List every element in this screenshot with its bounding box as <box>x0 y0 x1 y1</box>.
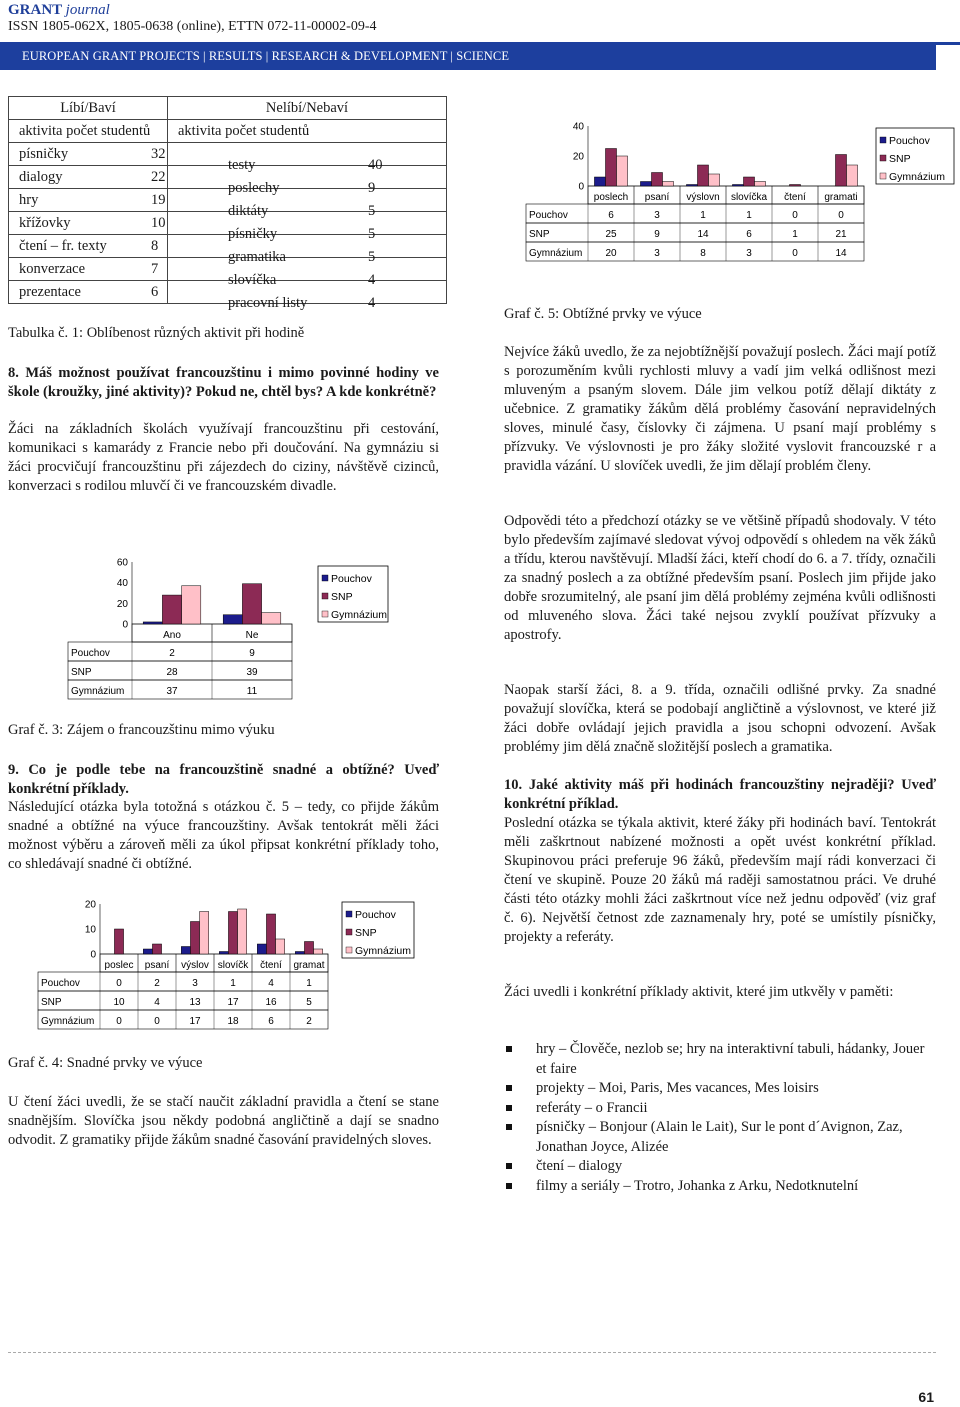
dislike-count: 40 <box>368 157 383 173</box>
legend-label: SNP <box>331 591 353 603</box>
table-subhead-like: aktivita počet studentů <box>9 120 168 143</box>
dislike-activity: poslechy <box>228 180 280 196</box>
activity-examples-list <box>504 1040 936 1196</box>
data-table-value: 2 <box>154 978 160 989</box>
category-label: slovíčka <box>730 192 768 203</box>
list-item <box>504 1118 936 1157</box>
list-item-text: referáty – o Francii <box>536 1099 648 1116</box>
legend-label: Pouchov <box>889 135 930 147</box>
list-item-text: filmy a seriály – Trotro, Johanka z Arku, Nedotknutelní <box>536 1177 859 1194</box>
table-row <box>9 235 447 258</box>
y-tick-label: 40 <box>572 121 584 133</box>
legend-swatch <box>322 611 328 617</box>
bar-snp <box>162 595 181 624</box>
category-label: čtení <box>784 192 806 203</box>
data-table-value: 1 <box>230 978 236 989</box>
legend-swatch <box>346 947 352 953</box>
data-table-value: 25 <box>605 229 617 240</box>
table-subhead-row <box>9 120 447 143</box>
data-table-value: 6 <box>608 210 614 221</box>
data-table-series-name: SNP <box>71 667 92 678</box>
category-label: poslec <box>104 960 134 971</box>
data-table-value: 9 <box>249 648 255 659</box>
like-cell <box>9 212 168 235</box>
list-item-text: hry – Člověče, nezlob se; hry na interaktivní tabuli, hádanky, Jouer et faire <box>536 1041 925 1077</box>
data-table-value: 3 <box>654 210 660 221</box>
table-body <box>9 143 447 311</box>
header-bar-text: EUROPEAN GRANT PROJECTS | RESULTS | RESEARCH & DEVELOPMENT | SCIENCE <box>22 49 510 63</box>
y-tick-label: 0 <box>122 619 128 631</box>
data-table-value: 0 <box>116 1016 122 1027</box>
bar-snp <box>266 914 275 954</box>
bar-snp <box>190 922 199 955</box>
y-tick-label: 0 <box>578 181 584 193</box>
bar-snp <box>743 177 754 186</box>
data-table-value: 13 <box>189 997 201 1008</box>
dislike-cell <box>168 166 447 196</box>
bullet-square-icon <box>506 1163 512 1169</box>
bar-pouchov <box>732 185 743 187</box>
q8-heading: 8. Máš možnost používat francouzštinu i mimo povinné hodiny ve škole (kroužky, jiné aktivity)? Pokud ne, chtěl bys? A kde konkrétně? <box>8 365 439 400</box>
dislike-activity: písničky <box>228 226 278 242</box>
bar-gymnazium <box>847 165 858 186</box>
data-table-value: 37 <box>166 686 178 697</box>
bar-snp <box>835 155 846 187</box>
like-activity: křížovky <box>19 215 71 231</box>
header-bar <box>0 42 936 70</box>
like-count: 22 <box>151 169 166 185</box>
like-activity: prezentace <box>19 284 81 300</box>
bar-snp <box>114 929 123 954</box>
legend-label: Gymnázium <box>889 171 946 183</box>
category-label: slovíčk <box>217 960 249 971</box>
list-item-text: čtení – dialogy <box>536 1158 623 1174</box>
graf3-chart <box>66 552 396 702</box>
bar-pouchov <box>295 952 304 955</box>
bar-pouchov <box>219 952 228 955</box>
table-row <box>9 258 447 281</box>
bar-snp <box>152 944 161 954</box>
legend-label: Gymnázium <box>355 945 412 957</box>
category-label: Ne <box>245 630 259 641</box>
issn-line: ISSN 1805-062X, 1805-0638 (online), ETTN 072-11-00002-09-4 <box>8 19 377 34</box>
like-activity: čtení – fr. texty <box>19 238 107 254</box>
data-table-value: 3 <box>746 248 752 259</box>
legend-swatch <box>322 575 328 581</box>
like-count: 10 <box>151 215 166 231</box>
y-tick-label: 10 <box>84 924 96 936</box>
legend-swatch <box>880 173 886 179</box>
like-activity: dialogy <box>19 169 63 185</box>
bullet-square-icon <box>506 1046 512 1052</box>
category-label: psaní <box>644 192 670 203</box>
category-label: gramat <box>293 960 325 971</box>
data-table-value: 1 <box>792 229 798 240</box>
table-row <box>9 212 447 235</box>
bar-pouchov <box>223 615 242 624</box>
q9-heading: 9. Co je podle tebe na francouzštině snadné a obtížné? Uveď konkrétní příklady. <box>8 762 439 797</box>
category-label: gramati <box>824 192 858 203</box>
list-item-text: písničky – Bonjour (Alain le Lait), Sur le pont d´Avignon, Zaz, Jonathan Joyce, Alizée <box>536 1119 903 1155</box>
bar-gymnazium <box>663 182 674 187</box>
y-tick-label: 0 <box>90 949 96 961</box>
page-number: 61 <box>918 1389 934 1405</box>
bar-snp <box>651 173 662 187</box>
data-table-value: 0 <box>792 248 798 259</box>
data-table-value: 20 <box>605 248 617 259</box>
like-cell <box>9 166 168 189</box>
data-table-series-name: SNP <box>529 229 550 240</box>
dislike-cell <box>168 281 447 311</box>
data-table-value: 1 <box>306 978 312 989</box>
data-table-row <box>38 972 328 991</box>
dislike-count: 9 <box>368 180 376 196</box>
dislike-count: 4 <box>368 295 376 311</box>
category-label: psaní <box>144 960 170 971</box>
q9-text: Následující otázka byla totožná s otázkou č. 5 – tedy, co přijde žákům snadné a obtížné na výuce francouzštiny. Avšak tentokrát měli žáci možnost výběru a zároveň měli za úkol připsat konkrétní příklady toho, co shledávají snadné či obtížné. <box>8 799 439 872</box>
like-cell <box>9 281 168 304</box>
data-table-value: 0 <box>792 210 798 221</box>
dislike-count: 4 <box>368 272 376 288</box>
list-item <box>504 1099 936 1119</box>
dislike-cell <box>168 258 447 288</box>
data-table-value: 16 <box>265 997 277 1008</box>
bar-gymnazium <box>617 156 628 186</box>
table1-caption: Tabulka č. 1: Oblíbenost různých aktivit při hodině <box>8 325 305 341</box>
graf4-caption: Graf č. 4: Snadné prvky ve výuce <box>8 1055 203 1071</box>
legend-swatch <box>322 593 328 599</box>
data-table-value: 8 <box>700 248 706 259</box>
right-paragraph-1: Nejvíce žáků uvedlo, že za nejobtížnější považují poslech. Žáci mají potíž s porozuměním kvůli rychlosti mluvy a vadí jim velká odlišnost mezi mluveným a psaným slovem. Dále jim velkou potíž dělají diktáty z učebnice. Z gramatiky žákům dělá problémy časování nepravidelných sloves, minulé časy, číslovky či zájmena. U psaní mají problémy s přízvuky. Ve výslovnosti je pro žáky složité vyslovit francouzské r a pravidla vázání. U slovíček uvedli, že jim dělají problém členy. <box>504 344 936 474</box>
bar-pouchov <box>257 944 266 954</box>
bar-snp <box>789 185 800 187</box>
dislike-cell <box>168 212 447 242</box>
data-table-value: 28 <box>166 667 178 678</box>
graf3-caption: Graf č. 3: Zájem o francouzštinu mimo výuku <box>8 722 275 738</box>
dislike-cell <box>168 235 447 265</box>
bar-gymnazium <box>262 613 281 624</box>
like-cell <box>9 235 168 258</box>
legend-swatch <box>880 155 886 161</box>
header-bar-line <box>936 42 960 45</box>
final-text: U čtení žáci uvedli, že se stačí naučit základní pravidla a čtení se stane snadnějším. Slovíčka jsou někdy podobná angličtině a dají se snadno odvodit. Z gramatiky přijde žákům snadné časování pravidelných sloves. <box>8 1094 439 1148</box>
data-table-value: 2 <box>169 648 175 659</box>
data-table-value: 3 <box>654 248 660 259</box>
legend-swatch <box>346 929 352 935</box>
y-tick-label: 60 <box>116 557 128 569</box>
table-head-row <box>9 97 447 120</box>
data-table-value: 4 <box>154 997 160 1008</box>
dislike-activity: slovíčka <box>228 272 277 288</box>
bar-snp <box>304 942 313 955</box>
category-label: výslov <box>181 960 209 971</box>
data-table-series-name: Pouchov <box>529 210 568 221</box>
like-count: 8 <box>151 238 159 254</box>
bar-gymnazium <box>755 182 766 187</box>
like-cell <box>9 143 168 166</box>
legend-swatch <box>880 137 886 143</box>
data-table-value: 1 <box>700 210 706 221</box>
legend-label: SNP <box>889 153 911 165</box>
data-table-value: 17 <box>189 1016 201 1027</box>
bar-snp <box>605 149 616 187</box>
like-cell <box>9 189 168 212</box>
category-label: Ano <box>163 630 181 641</box>
y-tick-label: 40 <box>116 578 128 590</box>
y-tick-label: 20 <box>116 598 128 610</box>
data-table-value: 3 <box>192 978 198 989</box>
data-table-value: 14 <box>835 248 847 259</box>
bar-gymnazium <box>276 939 285 954</box>
data-table-value: 0 <box>154 1016 160 1027</box>
data-table-value: 4 <box>268 978 274 989</box>
bar-snp <box>228 912 237 955</box>
data-table-value: 18 <box>227 1016 239 1027</box>
bar-pouchov <box>143 949 152 954</box>
data-table-value: 2 <box>306 1016 312 1027</box>
dislike-count: 5 <box>368 226 376 242</box>
legend-label: Pouchov <box>355 909 396 921</box>
like-count: 32 <box>151 146 166 162</box>
y-tick-label: 20 <box>84 899 96 911</box>
list-item <box>504 1157 936 1177</box>
data-table-row <box>526 204 864 223</box>
list-item <box>504 1040 936 1079</box>
data-table-value: 1 <box>746 210 752 221</box>
list-item <box>504 1177 936 1197</box>
bar-pouchov <box>594 177 605 186</box>
dislike-activity: pracovní listy <box>228 295 308 311</box>
journal-brand <box>8 2 110 19</box>
bar-pouchov <box>640 182 651 187</box>
table-head-dislike: Nelíbí/Nebaví <box>168 97 447 120</box>
bullet-square-icon <box>506 1085 512 1091</box>
right-paragraph-3: Naopak starší žáci, 8. a 9. třída, označili odlišné prvky. Za snadné považují slovíčka, která se podobají angličtině a výslovnost, ve které již žáci dobře ovládají jejich pravidla a jsou schopni odvození. Avšak problémy jim dělá značně složitější poslech a gramatika. <box>504 682 936 755</box>
data-table-value: 0 <box>116 978 122 989</box>
like-count: 7 <box>151 261 159 277</box>
data-table-row <box>526 223 864 242</box>
data-table-series-name: Gymnázium <box>71 686 125 697</box>
dislike-count: 5 <box>368 203 376 219</box>
activities-table <box>8 96 447 311</box>
data-table-value: 14 <box>697 229 709 240</box>
data-table-value: 11 <box>246 686 258 697</box>
data-table-value: 39 <box>246 667 258 678</box>
data-table-value: 0 <box>838 210 844 221</box>
dislike-activity: gramatika <box>228 249 286 265</box>
bar-pouchov <box>143 622 162 624</box>
table-head-like: Líbí/Baví <box>9 97 168 120</box>
bar-gymnazium <box>182 586 201 624</box>
data-table-value: 9 <box>654 229 660 240</box>
graf5-chart <box>524 118 960 268</box>
data-table-series-name: Pouchov <box>41 978 80 989</box>
like-count: 19 <box>151 192 166 208</box>
bar-pouchov <box>686 185 697 187</box>
data-table-value: 5 <box>306 997 312 1008</box>
category-label: čtení <box>260 960 282 971</box>
q10-heading: 10. Jaké aktivity máš při hodinách francouzštiny nejraději? Uveď konkrétní příklad. <box>504 777 936 812</box>
data-table-value: 10 <box>113 997 125 1008</box>
graf5-caption: Graf č. 5: Obtížné prvky ve výuce <box>504 306 702 322</box>
table-subhead-dislike: aktivita počet studentů <box>168 120 447 143</box>
bar-snp <box>242 584 261 624</box>
data-table-value: 6 <box>746 229 752 240</box>
dislike-activity: diktáty <box>228 203 269 219</box>
bar-pouchov <box>181 947 190 955</box>
footer-divider <box>8 1352 936 1353</box>
category-label: výslovn <box>686 192 720 203</box>
like-count: 6 <box>151 284 159 300</box>
like-activity: písničky <box>19 146 69 162</box>
brand-name: GRANT <box>8 2 62 18</box>
data-table-value: 6 <box>268 1016 274 1027</box>
brand-italic: journal <box>65 2 110 18</box>
dislike-cell <box>168 189 447 219</box>
bullet-square-icon <box>506 1105 512 1111</box>
dislike-cell <box>168 143 447 173</box>
data-table-value: 17 <box>227 997 239 1008</box>
dislike-count: 5 <box>368 249 376 265</box>
data-table-series-name: SNP <box>41 997 62 1008</box>
legend-label: SNP <box>355 927 377 939</box>
bar-snp <box>697 165 708 186</box>
data-table-series-name: Pouchov <box>71 648 110 659</box>
like-cell <box>9 258 168 281</box>
right-paragraph-4: Poslední otázka se týkala aktivit, které žáky při hodinách baví. Tentokrát měli zaškrtnout nabízené možnosti a opět uvést konkrétní příklad. Skupinovou práci preferuje 96 žáků, především mají rádi konverzaci či čtení ve skupině. Pouze 20 žáků má raději samostatnou práci. Ve druhé části této otázky mohli žáci zaškrtnout více než jednu odpověď (viz graf č. 6). Největší četnost zde zaznamenaly hry, poté se umístily písničky, projekty a referáty. <box>504 815 936 945</box>
bar-gymnazium <box>200 912 209 955</box>
category-label: poslech <box>593 192 629 203</box>
data-table-series-name: Gymnázium <box>529 248 583 259</box>
bar-gymnazium <box>314 949 323 954</box>
list-item <box>504 1079 936 1099</box>
bullet-square-icon <box>506 1124 512 1130</box>
data-table-series-name: Gymnázium <box>41 1016 95 1027</box>
legend-swatch <box>346 911 352 917</box>
dislike-activity: testy <box>228 157 256 173</box>
bar-gymnazium <box>238 909 247 954</box>
list-item-text: projekty – Moi, Paris, Mes vacances, Mes loisirs <box>536 1080 819 1096</box>
legend-label: Pouchov <box>331 573 372 585</box>
table-row <box>9 281 447 304</box>
like-activity: hry <box>19 192 39 208</box>
data-table-row <box>38 991 328 1010</box>
like-activity: konverzace <box>19 261 86 277</box>
table-row <box>9 166 447 189</box>
q8-text: Žáci na základních školách využívají francouzštinu při cestování, komunikaci s kamarády z Francie nebo při doučování. Na gymnáziu si žáci procvičují francouzštinu při zájezdech do ciziny, návštěvě cizinců, konverzaci s rodilou mluvčí či ve francouzském divadle. <box>8 421 439 494</box>
bullet-square-icon <box>506 1183 512 1189</box>
data-table-row <box>68 661 292 680</box>
right-paragraph-2: Odpovědi této a předchozí otázky se ve většině případů shodovaly. V této bylo především zajímavé sledovat vývoj odpovědí s ohledem na věk žáků a třídu, kterou navštěvují. Mladší žáci, kteří chodí do 6. a 7. třídy, označili za snadný poslech a za obtížné především psaní. Poslech jim přijde jako dobře srozumitelný, ale psaní jim dělá problémy zejména kvůli odlišnosti od mluveného slova. Žáci také nejsou zvyklí používat přízvuky a apostrofy. <box>504 513 936 643</box>
data-table-value: 21 <box>835 229 847 240</box>
table-row <box>9 189 447 212</box>
y-tick-label: 20 <box>572 151 584 163</box>
legend-label: Gymnázium <box>331 609 388 621</box>
table-row <box>9 143 447 166</box>
graf4-chart <box>36 892 426 1034</box>
right-paragraph-5: Žáci uvedli i konkrétní příklady aktivit, které jim utkvěly v paměti: <box>504 984 894 1000</box>
bar-gymnazium <box>709 174 720 186</box>
